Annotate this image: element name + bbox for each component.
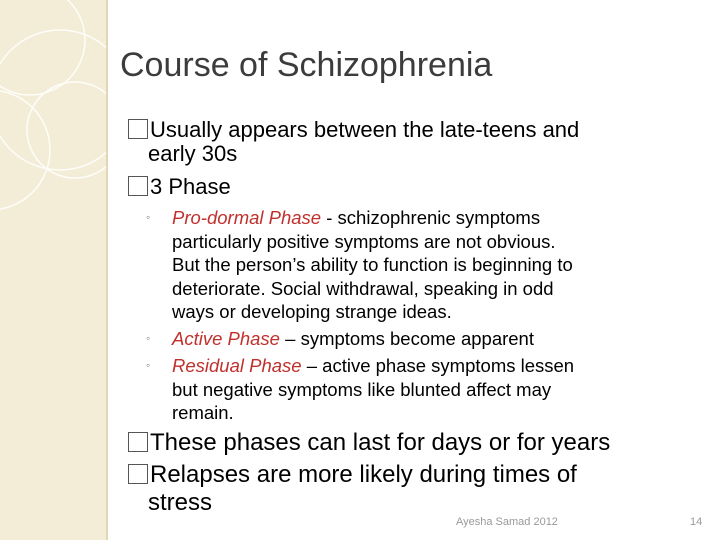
phase-separator: – — [301, 355, 323, 376]
phase-separator: – — [279, 328, 301, 349]
bullet-phases-last — [128, 429, 708, 457]
bullet-relapses — [128, 461, 708, 517]
slide-number: 14 — [690, 516, 703, 528]
missing-glyph-icon — [128, 176, 148, 196]
sub-bullet-residual — [146, 354, 706, 425]
slide-title: Course of Schizophrenia — [120, 46, 493, 84]
sub-bullet-active — [146, 327, 706, 351]
decorative-sidebar — [0, 0, 106, 540]
bullet-text: These phases can last for days or for years — [150, 429, 611, 456]
footer-author: Ayesha Samad 2012 — [456, 516, 558, 528]
sub-bullet-marker-icon: ◦ — [146, 358, 151, 372]
phase-desc-line: ways or developing strange ideas. — [172, 301, 452, 322]
bullet-text-line1: Usually appears between the late-teens and — [150, 117, 580, 142]
bullet-text-line2: early 30s — [148, 141, 238, 166]
missing-glyph-icon — [128, 432, 148, 452]
bullet-three-phase — [128, 175, 688, 199]
phase-desc-line1: schizophrenic symptoms — [337, 207, 541, 228]
sub-bullet-prodormal — [146, 206, 706, 324]
missing-glyph-icon — [128, 119, 148, 139]
sidebar-divider — [106, 0, 108, 540]
phase-name: Residual Phase — [172, 355, 302, 376]
phase-separator: - — [321, 207, 338, 228]
missing-glyph-icon — [128, 464, 148, 484]
phase-desc-line: deteriorate. Social withdrawal, speaking in odd — [172, 277, 554, 299]
bullet-text-line2: stress — [148, 489, 213, 516]
phase-desc-line1: symptoms become apparent — [300, 328, 534, 349]
phase-name: Pro-dormal Phase — [172, 207, 322, 228]
sub-bullet-marker-icon: ◦ — [146, 210, 151, 224]
bullet-usually-appears — [128, 118, 688, 166]
decorative-circles — [0, 0, 106, 540]
phase-desc-line: remain. — [172, 402, 234, 423]
phase-desc-line1: active phase symptoms lessen — [322, 355, 575, 376]
phase-desc-line: particularly positive symptoms are not obvious. — [172, 230, 556, 252]
phase-desc-line: But the person’s ability to function is beginning to — [172, 254, 573, 275]
phase-desc-line: but negative symptoms like blunted affect may — [172, 378, 552, 400]
sub-bullet-marker-icon: ◦ — [146, 331, 151, 345]
phase-name: Active Phase — [172, 328, 280, 349]
bullet-text: 3 Phase — [150, 174, 231, 199]
bullet-text-line1: Relapses are more likely during times of — [150, 461, 577, 488]
